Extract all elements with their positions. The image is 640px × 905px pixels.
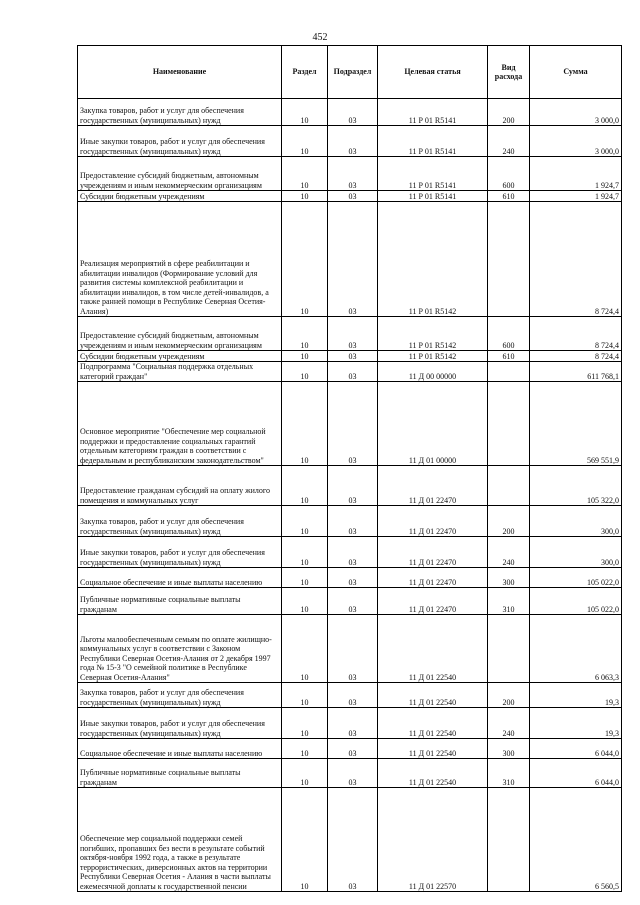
cell-section: 10 — [282, 788, 328, 892]
cell-subsection: 03 — [328, 126, 378, 157]
cell-target: 11 Д 01 22540 — [378, 683, 488, 708]
cell-target: 11 Д 01 22470 — [378, 588, 488, 615]
table-row — [78, 202, 622, 317]
cell-subsection: 03 — [328, 708, 378, 739]
cell-sum: 105 022,0 — [530, 568, 622, 588]
table-row — [78, 615, 622, 683]
cell-name: Закупка товаров, работ и услуг для обеспечения государственных (муниципальных) нужд — [78, 99, 282, 126]
table-row — [78, 351, 622, 362]
cell-subsection: 03 — [328, 202, 378, 317]
cell-name: Публичные нормативные социальные выплаты гражданам — [78, 588, 282, 615]
cell-target: 11 Р 01 R5142 — [378, 317, 488, 351]
cell-subsection: 03 — [328, 615, 378, 683]
cell-sum: 19,3 — [530, 683, 622, 708]
cell-subsection: 03 — [328, 362, 378, 382]
cell-sum: 1 924,7 — [530, 157, 622, 191]
cell-kind: 310 — [488, 588, 530, 615]
cell-sum: 569 551,9 — [530, 382, 622, 466]
cell-kind: 310 — [488, 759, 530, 788]
cell-section: 10 — [282, 759, 328, 788]
cell-kind — [488, 382, 530, 466]
cell-sum: 300,0 — [530, 537, 622, 568]
cell-sum: 105 322,0 — [530, 466, 622, 506]
page-number: 452 — [312, 32, 328, 43]
cell-kind — [488, 788, 530, 892]
cell-subsection: 03 — [328, 317, 378, 351]
cell-sum: 6 044,0 — [530, 759, 622, 788]
cell-kind — [488, 362, 530, 382]
cell-sum: 8 724,4 — [530, 351, 622, 362]
cell-subsection: 03 — [328, 506, 378, 537]
table-row — [78, 157, 622, 191]
cell-target: 11 Д 01 22470 — [378, 466, 488, 506]
cell-name: Льготы малообеспеченным семьям по оплате жилищно-коммунальных услуг в соответствии с Законом Республики Северная Осетия-Алания от 2 декабря 1997 года № 15-3 "О семейной политике в Республике Северная Осетия-Алания" — [78, 615, 282, 683]
table-row — [78, 739, 622, 759]
cell-target: 11 Д 01 22540 — [378, 708, 488, 739]
table-row — [78, 382, 622, 466]
cell-target: 11 Д 01 00000 — [378, 382, 488, 466]
table-body — [78, 99, 622, 892]
cell-kind — [488, 466, 530, 506]
cell-target: 11 Д 00 00000 — [378, 362, 488, 382]
table-row — [78, 191, 622, 202]
cell-kind: 300 — [488, 568, 530, 588]
cell-name: Обеспечение мер социальной поддержки семей погибших, пропавших без вести в результате событий октября-ноября 1992 года, а также в результате террористических, диверсионных актов на территории Республики Северная Осетия - Алания в части выплаты ежемесячной доплаты к государственной пенсии — [78, 788, 282, 892]
cell-section: 10 — [282, 708, 328, 739]
cell-target: 11 Д 01 22540 — [378, 739, 488, 759]
cell-name: Предоставление субсидий бюджетным, автономным учреждениям и иным некоммерческим организациям — [78, 317, 282, 351]
cell-name: Реализация мероприятий в сфере реабилитации и абилитации инвалидов (Формирование условий для развития системы комплексной реабилитации и абилитации инвалидов, в том числе детей-инвалидов, а также ранней помощи в Республике Северная Осетия-Алания) — [78, 202, 282, 317]
cell-subsection: 03 — [328, 99, 378, 126]
cell-sum: 8 724,4 — [530, 317, 622, 351]
cell-sum: 611 768,1 — [530, 362, 622, 382]
cell-kind: 610 — [488, 191, 530, 202]
cell-target: 11 Р 01 R5141 — [378, 157, 488, 191]
cell-sum: 6 063,3 — [530, 615, 622, 683]
table-row — [78, 99, 622, 126]
cell-target: 11 Р 01 R5142 — [378, 351, 488, 362]
header-section: Раздел — [282, 46, 328, 99]
cell-section: 10 — [282, 615, 328, 683]
cell-target: 11 Д 01 22470 — [378, 506, 488, 537]
cell-name: Подпрограмма "Социальная поддержка отдельных категорий граждан" — [78, 362, 282, 382]
cell-kind — [488, 615, 530, 683]
cell-subsection: 03 — [328, 537, 378, 568]
table-row — [78, 708, 622, 739]
cell-subsection: 03 — [328, 191, 378, 202]
table-row — [78, 362, 622, 382]
cell-name: Субсидии бюджетным учреждениям — [78, 351, 282, 362]
cell-kind: 200 — [488, 99, 530, 126]
cell-kind: 200 — [488, 683, 530, 708]
cell-target: 11 Р 01 R5142 — [378, 202, 488, 317]
table-row — [78, 759, 622, 788]
cell-kind: 200 — [488, 506, 530, 537]
cell-name: Основное мероприятие "Обеспечение мер социальной поддержки и предоставление социальных гарантий отдельным категориям граждан в соответствии с федеральным и республиканским законодательством" — [78, 382, 282, 466]
cell-name: Социальное обеспечение и иные выплаты населению — [78, 739, 282, 759]
cell-target: 11 Д 01 22570 — [378, 788, 488, 892]
table-row — [78, 126, 622, 157]
cell-kind: 240 — [488, 537, 530, 568]
cell-name: Закупка товаров, работ и услуг для обеспечения государственных (муниципальных) нужд — [78, 683, 282, 708]
cell-kind: 240 — [488, 126, 530, 157]
table-row — [78, 466, 622, 506]
cell-name: Публичные нормативные социальные выплаты гражданам — [78, 759, 282, 788]
cell-name: Иные закупки товаров, работ и услуг для обеспечения государственных (муниципальных) нужд — [78, 537, 282, 568]
table-row — [78, 788, 622, 892]
cell-subsection: 03 — [328, 466, 378, 506]
cell-sum: 8 724,4 — [530, 202, 622, 317]
cell-target: 11 Д 01 22540 — [378, 615, 488, 683]
cell-target: 11 Д 01 22540 — [378, 759, 488, 788]
cell-subsection: 03 — [328, 788, 378, 892]
cell-section: 10 — [282, 506, 328, 537]
cell-kind: 600 — [488, 157, 530, 191]
cell-section: 10 — [282, 382, 328, 466]
cell-subsection: 03 — [328, 759, 378, 788]
header-kind: Вид расхода — [488, 46, 530, 99]
cell-section: 10 — [282, 739, 328, 759]
cell-kind — [488, 202, 530, 317]
cell-name: Предоставление субсидий бюджетным, автономным учреждениям и иным некоммерческим организациям — [78, 157, 282, 191]
cell-section: 10 — [282, 157, 328, 191]
cell-section: 10 — [282, 351, 328, 362]
cell-kind: 610 — [488, 351, 530, 362]
cell-sum: 105 022,0 — [530, 588, 622, 615]
table-row — [78, 568, 622, 588]
header-target: Целевая статья — [378, 46, 488, 99]
cell-name: Социальное обеспечение и иные выплаты населению — [78, 568, 282, 588]
cell-subsection: 03 — [328, 157, 378, 191]
budget-table — [77, 45, 622, 892]
cell-section: 10 — [282, 466, 328, 506]
cell-subsection: 03 — [328, 568, 378, 588]
cell-target: 11 Р 01 R5141 — [378, 126, 488, 157]
cell-subsection: 03 — [328, 351, 378, 362]
header-row — [78, 46, 622, 99]
cell-sum: 1 924,7 — [530, 191, 622, 202]
cell-section: 10 — [282, 317, 328, 351]
cell-name: Иные закупки товаров, работ и услуг для обеспечения государственных (муниципальных) нужд — [78, 126, 282, 157]
header-name: Наименование — [78, 46, 282, 99]
cell-section: 10 — [282, 537, 328, 568]
cell-name: Закупка товаров, работ и услуг для обеспечения государственных (муниципальных) нужд — [78, 506, 282, 537]
cell-section: 10 — [282, 362, 328, 382]
cell-sum: 3 000,0 — [530, 126, 622, 157]
cell-sum: 6 560,5 — [530, 788, 622, 892]
cell-target: 11 Р 01 R5141 — [378, 191, 488, 202]
cell-name: Иные закупки товаров, работ и услуг для обеспечения государственных (муниципальных) нужд — [78, 708, 282, 739]
cell-target: 11 Р 01 R5141 — [378, 99, 488, 126]
cell-section: 10 — [282, 588, 328, 615]
table-row — [78, 537, 622, 568]
cell-subsection: 03 — [328, 588, 378, 615]
table-row — [78, 317, 622, 351]
cell-subsection: 03 — [328, 382, 378, 466]
cell-name: Предоставление гражданам субсидий на оплату жилого помещения и коммунальных услуг — [78, 466, 282, 506]
cell-target: 11 Д 01 22470 — [378, 568, 488, 588]
cell-subsection: 03 — [328, 739, 378, 759]
cell-target: 11 Д 01 22470 — [378, 537, 488, 568]
table-row — [78, 506, 622, 537]
cell-kind: 300 — [488, 739, 530, 759]
cell-name: Субсидии бюджетным учреждениям — [78, 191, 282, 202]
cell-sum: 3 000,0 — [530, 99, 622, 126]
cell-section: 10 — [282, 683, 328, 708]
cell-section: 10 — [282, 99, 328, 126]
cell-section: 10 — [282, 568, 328, 588]
cell-subsection: 03 — [328, 683, 378, 708]
cell-sum: 19,3 — [530, 708, 622, 739]
cell-kind: 600 — [488, 317, 530, 351]
cell-section: 10 — [282, 202, 328, 317]
table-row — [78, 588, 622, 615]
cell-section: 10 — [282, 191, 328, 202]
header-subsection: Подраздел — [328, 46, 378, 99]
cell-kind: 240 — [488, 708, 530, 739]
cell-section: 10 — [282, 126, 328, 157]
cell-sum: 300,0 — [530, 506, 622, 537]
cell-sum: 6 044,0 — [530, 739, 622, 759]
table-row — [78, 683, 622, 708]
header-sum: Сумма — [530, 46, 622, 99]
